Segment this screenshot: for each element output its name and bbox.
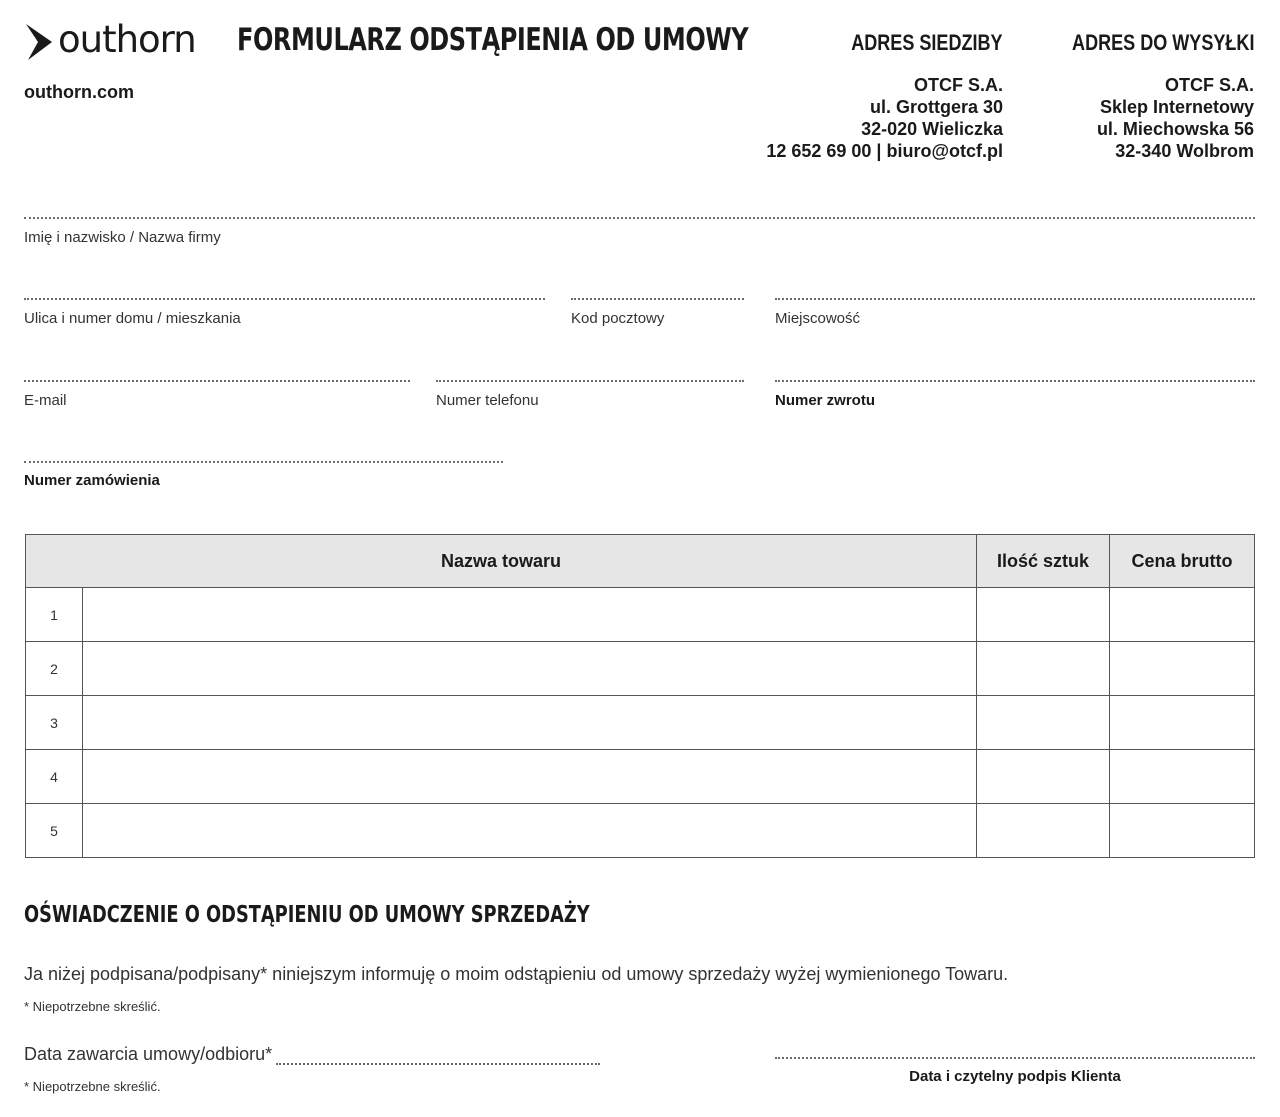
row-number: 4 xyxy=(26,750,83,804)
row-number: 5 xyxy=(26,804,83,858)
shipping-line: Sklep Internetowy xyxy=(1099,97,1254,117)
logo-wordmark: outhorn xyxy=(58,18,196,61)
city-field[interactable] xyxy=(775,298,1255,300)
shipping-line: OTCF S.A. xyxy=(1165,75,1254,95)
email-label: E-mail xyxy=(24,392,67,409)
signature-label: Data i czytelny podpis Klienta xyxy=(909,1068,1121,1085)
hq-address xyxy=(766,74,1003,162)
product-name-cell[interactable] xyxy=(83,696,977,750)
chevron-logo-icon xyxy=(24,22,54,62)
shipping-line: 32-340 Wolbrom xyxy=(1115,141,1254,161)
order-number-label: Numer zamówienia xyxy=(24,472,160,489)
street-label: Ulica i numer domu / mieszkania xyxy=(24,310,241,327)
row-number: 1 xyxy=(26,588,83,642)
statement-title: OŚWIADCZENIE O ODSTĄPIENIU OD UMOWY SPRZEDAŻY xyxy=(24,902,590,928)
email-field[interactable] xyxy=(24,380,410,382)
price-cell[interactable] xyxy=(1110,804,1255,858)
products-table xyxy=(25,534,1255,858)
postal-label: Kod pocztowy xyxy=(571,310,665,327)
table-row xyxy=(26,750,1255,804)
product-name-cell[interactable] xyxy=(83,642,977,696)
hq-line: ul. Grottgera 30 xyxy=(869,97,1003,117)
footnote: * Niepotrzebne skreślić. xyxy=(24,999,161,1014)
return-number-label: Numer zwrotu xyxy=(775,392,876,409)
table-row xyxy=(26,696,1255,750)
hq-line: 12 652 69 00 | biuro@otcf.pl xyxy=(766,141,1003,161)
brand-logo xyxy=(24,18,224,64)
price-cell[interactable] xyxy=(1110,642,1255,696)
table-header-row xyxy=(26,535,1255,588)
contract-date-field[interactable] xyxy=(24,1044,272,1065)
postal-field[interactable] xyxy=(571,298,744,300)
price-cell[interactable] xyxy=(1110,750,1255,804)
quantity-cell[interactable] xyxy=(977,804,1110,858)
col-quantity: Ilość sztuk xyxy=(977,535,1110,588)
phone-field[interactable] xyxy=(436,380,744,382)
shipping-address xyxy=(1097,74,1254,162)
quantity-cell[interactable] xyxy=(977,588,1110,642)
product-name-cell[interactable] xyxy=(83,804,977,858)
hq-heading: ADRES SIEDZIBY xyxy=(851,30,1003,55)
quantity-cell[interactable] xyxy=(977,696,1110,750)
product-name-cell[interactable] xyxy=(83,588,977,642)
row-number: 3 xyxy=(26,696,83,750)
col-product-name: Nazwa towaru xyxy=(26,535,977,588)
street-field[interactable] xyxy=(24,298,545,300)
table-row xyxy=(26,588,1255,642)
contract-date-line xyxy=(276,1063,600,1065)
contract-date-label: Data zawarcia umowy/odbioru* xyxy=(24,1044,273,1064)
price-cell[interactable] xyxy=(1110,588,1255,642)
quantity-cell[interactable] xyxy=(977,642,1110,696)
quantity-cell[interactable] xyxy=(977,750,1110,804)
shipping-line: ul. Miechowska 56 xyxy=(1096,119,1254,139)
hq-line: OTCF S.A. xyxy=(914,75,1003,95)
name-label: Imię i nazwisko / Nazwa firmy xyxy=(24,229,221,246)
statement-text: Ja niżej podpisana/podpisany* niniejszym informuję o moim odstąpieniu od umowy sprzedaży wyżej wymienionego Towaru. xyxy=(24,964,1009,984)
row-number: 2 xyxy=(26,642,83,696)
table-row xyxy=(26,804,1255,858)
phone-label: Numer telefonu xyxy=(436,392,539,409)
footnote: * Niepotrzebne skreślić. xyxy=(24,1079,161,1094)
site-url: outhorn.com xyxy=(24,82,134,102)
price-cell[interactable] xyxy=(1110,696,1255,750)
order-number-field[interactable] xyxy=(24,461,503,463)
page-title: FORMULARZ ODSTĄPIENIA OD UMOWY xyxy=(237,22,749,58)
name-field[interactable] xyxy=(24,217,1255,219)
city-label: Miejscowość xyxy=(775,310,861,327)
hq-line: 32-020 Wieliczka xyxy=(861,119,1003,139)
col-gross-price: Cena brutto xyxy=(1110,535,1255,588)
return-number-field[interactable] xyxy=(775,380,1255,382)
product-name-cell[interactable] xyxy=(83,750,977,804)
shipping-heading: ADRES DO WYSYŁKI xyxy=(1071,30,1254,55)
signature-field[interactable] xyxy=(775,1057,1255,1059)
table-row xyxy=(26,642,1255,696)
